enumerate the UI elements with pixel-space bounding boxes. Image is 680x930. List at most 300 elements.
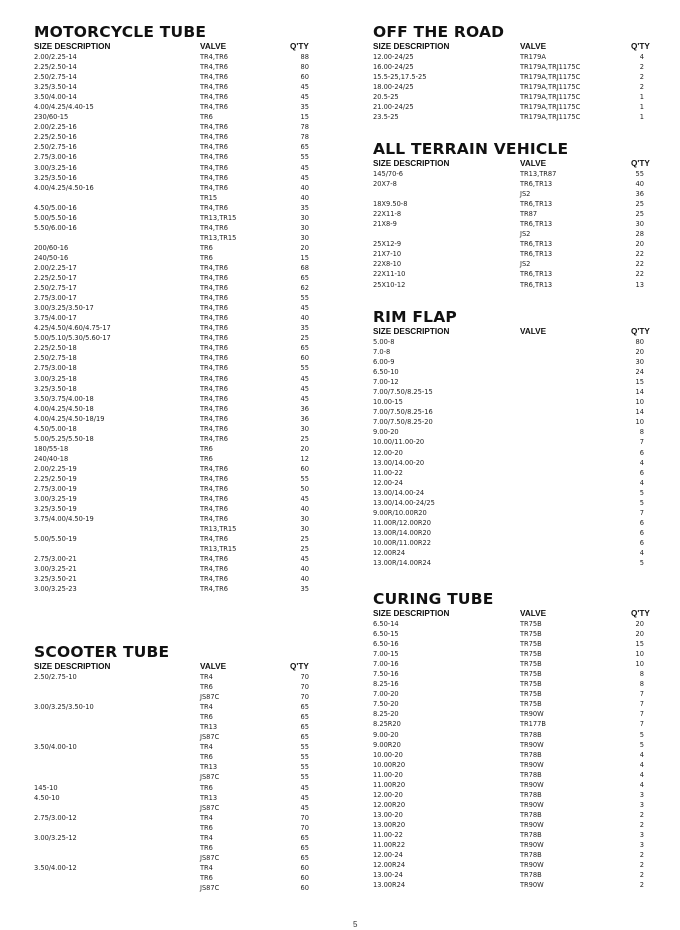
valve-cell: TR6: [200, 822, 213, 832]
qty-cell: 70: [300, 682, 309, 692]
size-description-cell: 16.00-24/25: [373, 62, 414, 72]
qty-cell: 30: [635, 219, 644, 229]
qty-cell: 70: [300, 822, 309, 832]
valve-cell: TR4: [200, 812, 213, 822]
qty-cell: 35: [300, 102, 309, 112]
table-row: [373, 448, 653, 458]
table-row: [373, 649, 653, 659]
qty-cell: 10: [635, 397, 644, 407]
table-row: [373, 548, 653, 558]
section-title: MOTORCYCLE TUBE: [34, 23, 207, 41]
qty-cell: 5: [639, 487, 644, 497]
valve-cell: TR6: [200, 242, 213, 252]
table-row: [34, 374, 309, 384]
size-description-cell: 4.00/4.25/4.50-18/19: [34, 413, 105, 423]
size-description-cell: 4.50/5.00-16: [34, 202, 77, 212]
size-description-cell: 2.00/2.25-19: [34, 463, 77, 473]
size-description-cell: 21X8-9: [373, 219, 397, 229]
size-description-cell: 240/40-18: [34, 453, 69, 463]
table-row: [34, 672, 309, 682]
valve-cell: TR13,TR15: [200, 212, 237, 222]
size-description-cell: 145-10: [34, 782, 58, 792]
size-description-cell: 3.00/3.25-18: [34, 373, 77, 383]
section-title: ALL TERRAIN VEHICLE: [373, 140, 569, 158]
valve-cell: TR4,TR6: [200, 494, 228, 504]
qty-cell: 36: [300, 413, 309, 423]
size-description-cell: 7.00-15: [373, 649, 399, 659]
table-row: [34, 142, 309, 152]
valve-cell: TR6,TR13: [520, 279, 553, 289]
table-row: [373, 488, 653, 498]
qty-cell: 40: [300, 504, 309, 514]
table-row: [34, 303, 309, 313]
valve-cell: TR6: [200, 712, 213, 722]
size-description-cell: 13.00/14.00-20: [373, 457, 425, 467]
table-row: [34, 223, 309, 233]
size-description-cell: 10.00/11.00-20: [373, 437, 425, 447]
size-description-cell: 12.00R24: [373, 860, 406, 870]
qty-cell: 7: [639, 709, 644, 719]
size-description-cell: 12.00-24: [373, 477, 403, 487]
qty-cell: 20: [300, 242, 309, 252]
table-row: [34, 813, 309, 823]
size-description-cell: 145/70-6: [373, 169, 404, 178]
size-description-cell: 7.00-20: [373, 689, 399, 699]
table-row: [34, 474, 309, 484]
size-description-cell: 240/50-16: [34, 252, 69, 262]
valve-cell: TR6: [200, 682, 213, 692]
qty-cell: 30: [300, 212, 309, 222]
page-number: 5: [353, 920, 358, 929]
qty-cell: 40: [635, 179, 644, 189]
size-description-cell: 18.00-24/25: [373, 82, 414, 92]
qty-cell: 20: [635, 239, 644, 249]
qty-cell: 55: [300, 473, 309, 483]
valve-cell: TR4,TR6: [200, 313, 228, 323]
qty-cell: 35: [300, 584, 309, 594]
table-row: [373, 347, 653, 357]
size-description-cell: 13.00R/14.00R20: [373, 527, 431, 537]
qty-cell: 5: [639, 729, 644, 739]
size-description-cell: 2.75/3.00-17: [34, 293, 77, 303]
size-description-cell: 7.50-16: [373, 669, 399, 679]
qty-cell: 7: [639, 699, 644, 709]
qty-cell: 4: [639, 547, 644, 557]
valve-cell: TR4,TR6: [200, 554, 228, 564]
size-description-cell: 3.00/3.25-12: [34, 832, 77, 842]
valve-cell: TR90W: [520, 860, 544, 870]
valve-cell: TR179A,TRJ1175C: [520, 112, 581, 122]
size-description-cell: 7.00-12: [373, 377, 399, 387]
qty-cell: 68: [300, 262, 309, 272]
qty-cell: 55: [300, 762, 309, 772]
table-row: [373, 679, 653, 689]
size-description-cell: 6.50-14: [373, 619, 399, 628]
section-off-the-road: [373, 23, 653, 122]
qty-cell: 70: [300, 672, 309, 681]
qty-cell: 14: [635, 407, 644, 417]
qty-cell: 3: [639, 829, 644, 839]
qty-cell: 15: [300, 112, 309, 122]
table-row: [373, 558, 653, 568]
table-row: [34, 873, 309, 883]
table-row: [34, 323, 309, 333]
size-description-cell: 11.00-22: [373, 829, 403, 839]
table-row: [373, 810, 653, 820]
size-description-cell: 9.00R/10.00R20: [373, 507, 427, 517]
qty-cell: 8: [639, 679, 644, 689]
table-row: [373, 72, 653, 82]
table-row: [373, 820, 653, 830]
size-description-cell: 3.00/3.25/3.50-17: [34, 303, 94, 313]
qty-cell: 28: [635, 229, 644, 239]
table-row: [373, 860, 653, 870]
qty-cell: 6: [639, 447, 644, 457]
table-row: [34, 82, 309, 92]
valve-cell: TR78B: [520, 789, 542, 799]
qty-cell: 2: [639, 62, 644, 72]
qty-cell: 25: [635, 209, 644, 219]
valve-cell: TR4,TR6: [200, 72, 228, 82]
table-row: [373, 750, 653, 760]
table-row: [34, 554, 309, 564]
qty-cell: 25: [300, 333, 309, 343]
valve-cell: TR4,TR6: [200, 102, 228, 112]
table-row: [373, 112, 653, 122]
size-description-cell: 15.5-25,17.5-25: [373, 72, 427, 82]
qty-cell: 40: [300, 574, 309, 584]
section-motorcycle-tube: [34, 23, 309, 595]
table-row: [373, 518, 653, 528]
qty-cell: 55: [300, 152, 309, 162]
size-description-cell: 25X12-9: [373, 239, 402, 249]
size-description-cell: 2.75/3.00-19: [34, 484, 77, 494]
qty-cell: 20: [635, 629, 644, 639]
valve-cell: TR13: [200, 762, 218, 772]
table-row: [34, 203, 309, 213]
size-description-cell: 2.25/2.50-18: [34, 343, 77, 353]
table-row: [34, 564, 309, 574]
table-row: [34, 434, 309, 444]
qty-cell: 2: [639, 860, 644, 870]
valve-cell: TR90W: [520, 779, 544, 789]
qty-cell: 45: [300, 554, 309, 564]
valve-cell: TR90W: [520, 880, 544, 890]
table-row: [34, 394, 309, 404]
valve-cell: TR4,TR6: [200, 363, 228, 373]
table-row: [373, 397, 653, 407]
valve-cell: JS87C: [200, 802, 220, 812]
table-row: [34, 494, 309, 504]
size-description-cell: 3.25/3.50-21: [34, 574, 77, 584]
size-description-cell: 9.00-20: [373, 427, 399, 437]
size-description-cell: 2.75/3.00-16: [34, 152, 77, 162]
valve-cell: TR6: [200, 252, 213, 262]
valve-cell: TR6: [200, 842, 213, 852]
valve-cell: TR4,TR6: [200, 293, 228, 303]
table-row: [373, 229, 653, 239]
valve-cell: TR6,TR13: [520, 249, 553, 259]
table-row: [34, 732, 309, 742]
qty-cell: 1: [639, 112, 644, 122]
qty-cell: 60: [300, 862, 309, 872]
valve-cell: TR4,TR6: [200, 142, 228, 152]
size-description-cell: 2.25/2.50-16: [34, 132, 77, 142]
qty-cell: 8: [639, 427, 644, 437]
table-row: [34, 762, 309, 772]
valve-cell: TR4,TR6: [200, 534, 228, 544]
size-description-cell: 2.25/2.50-14: [34, 62, 77, 72]
valve-cell: TR90W: [520, 799, 544, 809]
table-row: [34, 353, 309, 363]
size-description-cell: 2.50/2.75-17: [34, 283, 77, 293]
table-row: [373, 528, 653, 538]
valve-cell: TR90W: [520, 739, 544, 749]
qty-cell: 65: [300, 702, 309, 712]
size-description-cell: 13.00R24: [373, 880, 406, 890]
size-description-cell: 5.00/5.25/5.50-18: [34, 433, 94, 443]
table-body: [373, 52, 653, 122]
valve-cell: TR179A,TRJ1175C: [520, 92, 581, 102]
valve-cell: TR4,TR6: [200, 504, 228, 514]
qty-cell: 25: [300, 544, 309, 554]
size-description-cell: 22X11-10: [373, 269, 406, 279]
valve-cell: TR4,TR6: [200, 82, 228, 92]
qty-cell: 30: [635, 357, 644, 367]
qty-cell: 55: [300, 293, 309, 303]
valve-cell: TR4,TR6: [200, 574, 228, 584]
size-description-cell: 12.00-20: [373, 447, 403, 457]
qty-cell: 50: [300, 484, 309, 494]
table-row: [34, 112, 309, 122]
valve-cell: TR4,TR6: [200, 162, 228, 172]
valve-cell: JS87C: [200, 852, 220, 862]
size-description-cell: 2.00/2.25-17: [34, 262, 77, 272]
valve-cell: JS87C: [200, 692, 220, 702]
size-description-cell: 4.50/5.00-18: [34, 423, 77, 433]
qty-cell: 65: [300, 142, 309, 152]
valve-cell: TR4,TR6: [200, 303, 228, 313]
size-description-cell: 13.00-20: [373, 809, 403, 819]
valve-cell: TR4,TR6: [200, 152, 228, 162]
qty-cell: 70: [300, 812, 309, 822]
valve-cell: TR13,TR15: [200, 232, 237, 242]
table-row: [34, 853, 309, 863]
valve-cell: TR4,TR6: [200, 514, 228, 524]
table-row: [373, 259, 653, 269]
table-row: [373, 498, 653, 508]
table-row: [34, 152, 309, 162]
qty-cell: 70: [300, 692, 309, 702]
table-row: [373, 102, 653, 112]
size-description-cell: 2.50/2.75-10: [34, 672, 77, 681]
table-row: [373, 458, 653, 468]
table-row: [373, 730, 653, 740]
table-row: [34, 424, 309, 434]
table-row: [373, 880, 653, 890]
size-description-cell: 2.00/2.25-16: [34, 122, 77, 132]
table-row: [34, 544, 309, 554]
size-description-cell: 4.50-10: [34, 792, 60, 802]
qty-cell: 10: [635, 417, 644, 427]
valve-cell: TR4,TR6: [200, 52, 228, 61]
section-curing-tube: [373, 590, 653, 890]
section-all-terrain-vehicle: [373, 140, 653, 290]
table-row: [373, 189, 653, 199]
table-row: [373, 770, 653, 780]
table-row: [34, 772, 309, 782]
valve-cell: TR179A,TRJ1175C: [520, 72, 581, 82]
qty-cell: 25: [635, 199, 644, 209]
qty-cell: 22: [635, 249, 644, 259]
table-row: [34, 102, 309, 112]
size-description-cell: 2.00/2.25-14: [34, 52, 77, 61]
qty-cell: 45: [300, 792, 309, 802]
table-row: [34, 444, 309, 454]
valve-cell: TR78B: [520, 870, 542, 880]
table-row: [34, 163, 309, 173]
table-row: [34, 584, 309, 594]
qty-cell: 5: [639, 497, 644, 507]
size-description-cell: 3.75/4.00-17: [34, 313, 77, 323]
qty-cell: 65: [300, 852, 309, 862]
qty-cell: 55: [300, 772, 309, 782]
qty-cell: 80: [300, 62, 309, 72]
valve-cell: TR4,TR6: [200, 373, 228, 383]
valve-cell: TR6: [200, 453, 213, 463]
table-row: [373, 377, 653, 387]
table-row: [34, 233, 309, 243]
qty-cell: 60: [300, 463, 309, 473]
qty-cell: 60: [300, 882, 309, 892]
size-description-cell: 7.0-8: [373, 347, 391, 357]
valve-cell: TR78B: [520, 769, 542, 779]
qty-cell: 6: [639, 527, 644, 537]
size-description-cell: 10.00R20: [373, 759, 406, 769]
size-description-cell: 2.50/2.75-18: [34, 353, 77, 363]
valve-cell: TR177B: [520, 719, 546, 729]
qty-cell: 20: [300, 443, 309, 453]
table-row: [373, 870, 653, 880]
qty-cell: 14: [635, 387, 644, 397]
table-row: [373, 840, 653, 850]
valve-cell: TR179A,TRJ1175C: [520, 62, 581, 72]
table-header: SIZE DESCRIPTION VALVE Q'TY: [373, 159, 650, 168]
table-body: [34, 672, 309, 893]
valve-cell: JS87C: [200, 882, 220, 892]
valve-cell: TR6,TR13: [520, 179, 553, 189]
table-row: [34, 712, 309, 722]
table-row: [34, 484, 309, 494]
size-description-cell: 4.25/4.50/4.60/4.75-17: [34, 323, 111, 333]
qty-cell: 12: [300, 453, 309, 463]
size-description-cell: 4.00/4.25/4.50-18: [34, 403, 94, 413]
size-description-cell: 3.50/4.00-10: [34, 742, 77, 752]
table-row: [373, 619, 653, 629]
qty-cell: 40: [300, 313, 309, 323]
valve-cell: TR4,TR6: [200, 62, 228, 72]
valve-cell: TR4,TR6: [200, 564, 228, 574]
table-row: [34, 524, 309, 534]
valve-cell: TR4,TR6: [200, 423, 228, 433]
valve-cell: TR6: [200, 112, 213, 122]
table-row: [373, 850, 653, 860]
valve-cell: TR4: [200, 742, 213, 752]
qty-cell: 7: [639, 437, 644, 447]
table-row: [373, 239, 653, 249]
valve-cell: TR13: [200, 792, 218, 802]
qty-cell: 25: [300, 433, 309, 443]
valve-cell: TR78B: [520, 809, 542, 819]
table-row: [373, 52, 653, 62]
qty-cell: 45: [300, 383, 309, 393]
qty-cell: 36: [635, 189, 644, 199]
size-description-cell: 3.25/3.50-16: [34, 172, 77, 182]
table-header: SIZE DESCRIPTION VALVE Q'TY: [373, 609, 650, 618]
table-row: [373, 760, 653, 770]
qty-cell: 7: [639, 719, 644, 729]
qty-cell: 45: [300, 82, 309, 92]
qty-cell: 36: [300, 403, 309, 413]
size-description-cell: 3.50/4.00-14: [34, 92, 77, 102]
qty-cell: 30: [300, 222, 309, 232]
table-body: [373, 619, 653, 890]
size-description-cell: 13.00R20: [373, 819, 406, 829]
qty-cell: 5: [639, 558, 644, 568]
size-description-cell: 2.50/2.75-14: [34, 72, 77, 82]
table-row: [373, 669, 653, 679]
table-row: [373, 468, 653, 478]
table-row: [373, 659, 653, 669]
qty-cell: 2: [639, 72, 644, 82]
qty-cell: 45: [300, 393, 309, 403]
section-title: OFF THE ROAD: [373, 23, 505, 41]
qty-cell: 25: [300, 534, 309, 544]
table-body: [373, 169, 653, 290]
table-header: SIZE DESCRIPTION VALVE Q'TY: [34, 662, 309, 671]
table-row: [34, 702, 309, 712]
size-description-cell: 4.00/4.25/4.50-16: [34, 182, 94, 192]
table-row: [34, 253, 309, 263]
table-row: [34, 783, 309, 793]
valve-cell: TR13,TR15: [200, 524, 237, 534]
size-description-cell: 4.00/4.25/4.40-15: [34, 102, 94, 112]
size-description-cell: 12.00-20: [373, 789, 403, 799]
table-row: [373, 639, 653, 649]
qty-cell: 4: [639, 749, 644, 759]
section-scooter-tube: [34, 643, 309, 893]
table-row: [34, 193, 309, 203]
table-row: [373, 249, 653, 259]
table-row: [34, 464, 309, 474]
valve-cell: TR4,TR6: [200, 343, 228, 353]
valve-cell: TR13: [200, 722, 218, 732]
size-description-cell: 10.00R/11.00R22: [373, 537, 431, 547]
qty-cell: 88: [300, 52, 309, 61]
size-description-cell: 2.50/2.75-16: [34, 142, 77, 152]
qty-cell: 45: [300, 92, 309, 102]
qty-cell: 13: [635, 279, 644, 289]
qty-cell: 6: [639, 467, 644, 477]
qty-cell: 2: [639, 880, 644, 890]
table-row: [373, 417, 653, 427]
table-row: [34, 363, 309, 373]
table-row: [34, 722, 309, 732]
valve-cell: TR6: [200, 752, 213, 762]
valve-cell: TR75B: [520, 649, 542, 659]
valve-cell: JS2: [520, 189, 531, 199]
table-row: [34, 283, 309, 293]
